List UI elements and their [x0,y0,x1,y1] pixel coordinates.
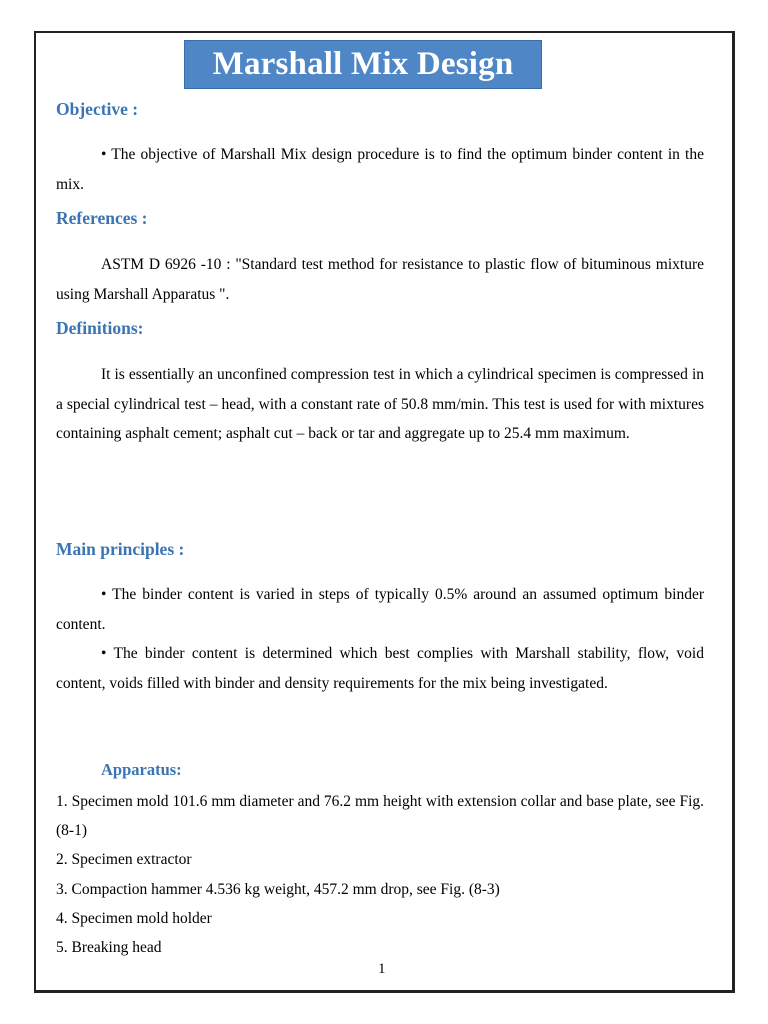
definitions-heading: Definitions: [56,318,144,338]
main-principles-point-2: • The binder content is determined which best complies with Marshall stability, flow, void content, voids filled with binder and density requirements for the mix being investigated. [56,645,704,692]
page-title: Marshall Mix Design [212,46,514,82]
objective-heading: Objective : [56,99,139,119]
definitions-text: It is essentially an unconfined compression test in which a cylindrical specimen is compressed in a special cylindrical test – head, with a constant rate of 50.8 mm/min. This test is used for with mixtures containing asphalt cement; asphalt cut – back or tar and aggregate up to 25.4 mm maximum. [56,366,704,442]
references-heading: References : [56,208,148,228]
apparatus-heading: Apparatus: [101,760,182,779]
title-banner [184,40,542,89]
apparatus-list [56,787,704,962]
page-number: 1 [378,961,386,977]
references-text: ASTM D 6926 -10 : "Standard test method for resistance to plastic flow of bituminous mixture using Marshall Apparatus ". [56,256,704,303]
list-item: 1. Specimen mold 101.6 mm diameter and 76.2 mm height with extension collar and base plate, see Fig. (8-1) [56,793,704,840]
main-principles-point-1: • The binder content is varied in steps of typically 0.5% around an assumed optimum binder content. [56,586,704,633]
list-item: 4. Specimen mold holder [56,909,212,927]
list-item: 3. Compaction hammer 4.536 kg weight, 457.2 mm drop, see Fig. (8-3) [56,880,500,898]
list-item: 2. Specimen extractor [56,851,192,869]
list-item: 5. Breaking head [56,939,162,957]
objective-text: • The objective of Marshall Mix design procedure is to find the optimum binder content in the mix. [56,146,704,193]
main-principles-heading: Main principles : [56,539,185,559]
